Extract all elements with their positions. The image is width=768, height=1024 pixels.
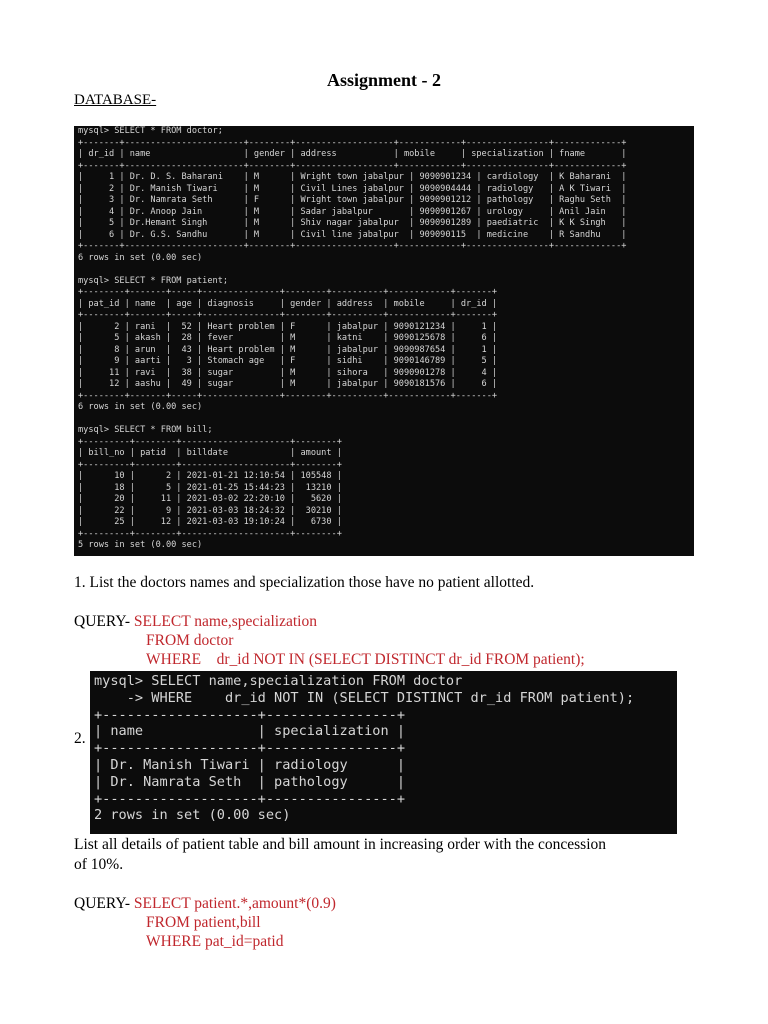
terminal1-line: +--------+-------+-----+---------------+--------+----------+------------+-------+ bbox=[78, 390, 498, 401]
terminal1-line: | 20 | 11 | 2021-03-02 22:20:10 | 5620 | bbox=[78, 494, 342, 504]
terminal1-line: | 1 | Dr. D. S. Baharani | M | Wright town jabalpur | 9090901234 | cardiology | K Baharani | bbox=[78, 172, 627, 182]
mysql-terminal-screenshot-database bbox=[74, 126, 694, 556]
terminal1-line: +-------+-----------------------+--------+-------------------+------------+----------------+-------------+ bbox=[78, 137, 627, 148]
terminal1-line: | 25 | 12 | 2021-03-03 19:10:24 | 6730 | bbox=[78, 517, 342, 527]
query-1-line-2: FROM doctor bbox=[146, 632, 234, 649]
terminal1-line: +--------+-------+-----+---------------+--------+----------+------------+-------+ bbox=[78, 287, 498, 297]
terminal2-line: | Dr. Manish Tiwari | radiology | bbox=[94, 756, 405, 773]
query-2-select: SELECT patient.*,amount*(0.9) bbox=[133, 895, 336, 912]
terminal2-line: | Dr. Namrata Seth | pathology | bbox=[94, 773, 405, 790]
terminal1-line: | 11 | ravi | 38 | sugar | M | sihora | 9090901278 | 4 | bbox=[78, 367, 498, 378]
terminal1-line: +---------+--------+---------------------+--------+ bbox=[78, 528, 342, 539]
question-2-line-1: List all details of patient table and bill amount in increasing order with the concession bbox=[74, 836, 607, 853]
terminal1-line: | 10 | 2 | 2021-01-21 12:10:54 | 105548 | bbox=[78, 471, 342, 481]
terminal2-line: +-------------------+----------------+ bbox=[94, 790, 405, 807]
terminal1-line: | 9 | aarti | 3 | Stomach age | F | sidhi | 9090146789 | 5 | bbox=[78, 356, 498, 366]
query-2-line-1 bbox=[74, 895, 336, 913]
terminal1-line: 6 rows in set (0.00 sec) bbox=[78, 402, 203, 412]
terminal1-line: | dr_id | name | gender | address | mobile | specialization | fname | bbox=[78, 149, 627, 159]
terminal1-line: mysql> SELECT * FROM doctor; bbox=[78, 126, 223, 136]
terminal1-line: +---------+--------+---------------------+--------+ bbox=[78, 459, 342, 470]
terminal1-line: +--------+-------+-----+---------------+--------+----------+------------+-------+ bbox=[78, 310, 498, 320]
terminal1-line: | 12 | aashu | 49 | sugar | M | jabalpur | 9090181576 | 6 | bbox=[78, 379, 498, 389]
query-2-line-2: FROM patient,bill bbox=[146, 914, 261, 931]
terminal1-line: | bill_no | patid | billdate | amount | bbox=[78, 448, 342, 458]
page-title: Assignment - 2 bbox=[326, 70, 441, 90]
terminal1-line: | 6 | Dr. G.S. Sandhu | M | Civil line jabalpur | 909090115 | medicine | R Sandhu | bbox=[78, 229, 627, 240]
terminal1-line: | 2 | rani | 52 | Heart problem | F | jabalpur | 9090121234 | 1 | bbox=[78, 321, 498, 332]
query-prefix: QUERY- bbox=[74, 895, 134, 912]
terminal1-line: | 5 | akash | 28 | fever | M | katni | 9090125678 | 6 | bbox=[78, 333, 498, 343]
query-1-line-1 bbox=[74, 613, 317, 631]
query-1-line-3: WHERE dr_id NOT IN (SELECT DISTINCT dr_id FROM patient); bbox=[146, 651, 585, 668]
terminal1-line: | 5 | Dr.Hemant Singh | M | Shiv nagar jabalpur | 9090901289 | paediatric | K K Singh | bbox=[78, 218, 627, 228]
terminal1-line bbox=[78, 264, 694, 276]
terminal1-line: 5 rows in set (0.00 sec) bbox=[78, 540, 203, 550]
terminal1-line bbox=[78, 414, 694, 426]
terminal2-line: | name | specialization | bbox=[94, 723, 405, 740]
terminal2-line: -> WHERE dr_id NOT IN (SELECT DISTINCT dr_id FROM patient); bbox=[94, 689, 635, 706]
terminal1-line: +---------+--------+---------------------+--------+ bbox=[78, 436, 342, 447]
terminal2-line: mysql> SELECT name,specialization FROM doctor bbox=[94, 673, 463, 689]
terminal1-line: | pat_id | name | age | diagnosis | gender | address | mobile | dr_id | bbox=[78, 298, 498, 309]
terminal1-line: | 3 | Dr. Namrata Seth | F | Wright town jabalpur | 9090901212 | pathology | Raghu Seth | bbox=[78, 195, 627, 205]
database-label: DATABASE- bbox=[74, 92, 157, 108]
terminal1-line: +-------+-----------------------+--------+-------------------+------------+----------------+-------------+ bbox=[78, 241, 627, 251]
terminal1-line: | 18 | 5 | 2021-01-25 15:44:23 | 13210 | bbox=[78, 482, 342, 493]
query-1-select: SELECT name,specialization bbox=[133, 613, 317, 630]
question-2-number: 2. bbox=[74, 730, 86, 747]
terminal1-line: | 8 | arun | 43 | Heart problem | M | jabalpur | 9090987654 | 1 | bbox=[78, 344, 498, 355]
query-prefix: QUERY- bbox=[74, 613, 134, 630]
terminal1-line: | 4 | Dr. Anoop Jain | M | Sadar jabalpur | 9090901267 | urology | Anil Jain | bbox=[78, 206, 627, 217]
terminal1-line: +-------+-----------------------+--------+-------------------+------------+----------------+-------------+ bbox=[78, 160, 627, 171]
question-2-line-2: of 10%. bbox=[74, 856, 124, 873]
terminal2-line: +-------------------+----------------+ bbox=[94, 706, 405, 723]
terminal1-line: | 2 | Dr. Manish Tiwari | M | Civil Lines jabalpur | 9090904444 | radiology | A K Tiwari | bbox=[78, 183, 627, 194]
terminal1-line: mysql> SELECT * FROM bill; bbox=[78, 425, 213, 435]
question-1: 1. List the doctors names and specialization those have no patient allotted. bbox=[74, 574, 535, 591]
terminal2-line: +-------------------+----------------+ bbox=[94, 740, 405, 757]
mysql-terminal-screenshot-query-result bbox=[90, 671, 677, 834]
terminal1-line: mysql> SELECT * FROM patient; bbox=[78, 275, 229, 286]
terminal2-line: 2 rows in set (0.00 sec) bbox=[94, 807, 291, 824]
terminal1-line: 6 rows in set (0.00 sec) bbox=[78, 252, 203, 263]
terminal1-line: | 22 | 9 | 2021-03-03 18:24:32 | 30210 | bbox=[78, 505, 342, 516]
query-2-line-3: WHERE pat_id=patid bbox=[146, 933, 284, 950]
